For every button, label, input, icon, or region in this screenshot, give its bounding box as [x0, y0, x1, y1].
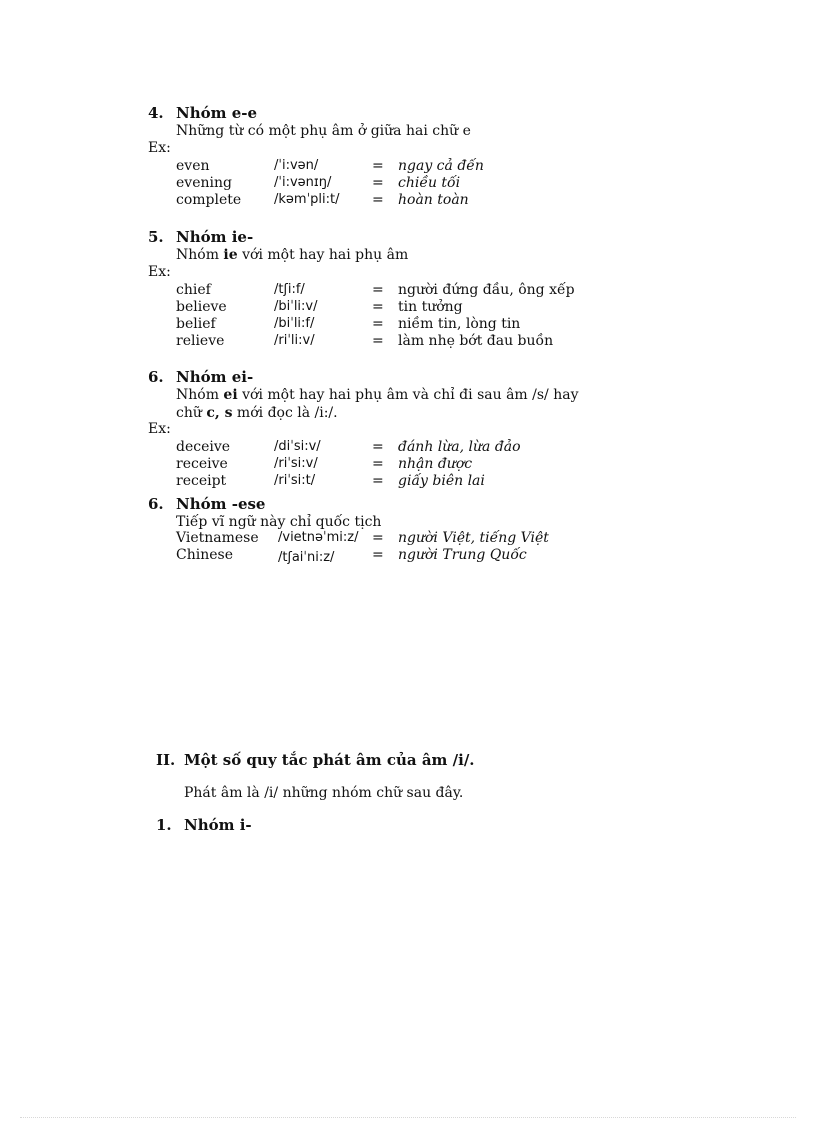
- part-number: II.: [156, 751, 176, 769]
- vocab-meaning: người Việt, tiếng Việt: [398, 530, 549, 546]
- equals-sign: =: [372, 547, 384, 563]
- vocab-word: even: [176, 158, 210, 174]
- vocab-ipa: /tʃaiˈni:z/: [278, 550, 335, 565]
- vocab-row: [176, 282, 596, 299]
- desc-text: Nhóm: [176, 247, 224, 263]
- vocab-word: relieve: [176, 333, 225, 349]
- vocab-meaning: tin tưởng: [398, 299, 463, 315]
- vocab-word: evening: [176, 175, 232, 191]
- vocab-meaning: ngay cả đến: [398, 158, 484, 174]
- vocab-ipa: /tʃi:f/: [274, 282, 305, 297]
- vocab-row: [176, 456, 596, 473]
- section-number: 4.: [148, 104, 164, 122]
- vocab-word: chief: [176, 282, 211, 298]
- section-heading: [148, 495, 265, 513]
- section-description: [176, 404, 338, 422]
- part-intro: Phát âm là /i/ những nhóm chữ sau đây.: [184, 785, 464, 801]
- vocab-row: [176, 299, 596, 316]
- page-bottom-border: [20, 1117, 796, 1118]
- equals-sign: =: [372, 439, 384, 455]
- desc-text: với một hay hai phụ âm và chỉ đi sau âm /s/ hay: [237, 387, 579, 403]
- vocab-meaning: người Trung Quốc: [398, 547, 527, 563]
- section-number: 6.: [148, 495, 164, 513]
- vocab-word: complete: [176, 192, 242, 208]
- section-number: 5.: [148, 228, 164, 246]
- vocab-row: [176, 158, 596, 175]
- part-title: Một số quy tắc phát âm của âm /i/.: [184, 751, 475, 769]
- section-title: Nhóm ei-: [176, 368, 254, 386]
- vocab-word: deceive: [176, 439, 231, 455]
- section-heading: [148, 104, 257, 122]
- vocab-meaning: đánh lừa, lừa đảo: [398, 439, 521, 455]
- desc-text: mới đọc là /i:/.: [232, 405, 338, 421]
- vocab-word: receipt: [176, 473, 227, 489]
- subsection-heading: [156, 816, 252, 834]
- section-number: 6.: [148, 368, 164, 386]
- vocab-meaning: nhận được: [398, 456, 473, 472]
- vocab-ipa: /diˈsi:v/: [274, 439, 321, 454]
- section-description: Tiếp vĩ ngữ này chỉ quốc tịch: [176, 514, 382, 530]
- vocab-row: [176, 175, 596, 192]
- equals-sign: =: [372, 282, 384, 298]
- vocab-meaning: hoàn toàn: [398, 192, 469, 208]
- equals-sign: =: [372, 333, 384, 349]
- section-description: Những từ có một phụ âm ở giữa hai chữ e: [176, 123, 471, 139]
- vocab-ipa: /riˈli:v/: [274, 333, 315, 348]
- subsection-title: Nhóm i-: [184, 816, 252, 834]
- vocab-ipa: /kəmˈpli:t/: [274, 192, 340, 207]
- section-description: [176, 386, 578, 404]
- section-title: Nhóm ie-: [176, 228, 254, 246]
- example-label: Ex:: [148, 421, 171, 437]
- subsection-number: 1.: [156, 816, 172, 834]
- part-heading: [156, 751, 475, 769]
- equals-sign: =: [372, 530, 384, 546]
- vocab-meaning: niềm tin, lòng tin: [398, 316, 521, 332]
- equals-sign: =: [372, 456, 384, 472]
- vocab-word: believe: [176, 299, 227, 315]
- section-title: Nhóm -ese: [176, 495, 266, 513]
- vocab-word: Vietnamese: [176, 530, 259, 546]
- example-label: Ex:: [148, 264, 171, 280]
- equals-sign: =: [372, 175, 384, 191]
- vocab-row: [176, 547, 616, 564]
- vocab-meaning: người đứng đầu, ông xếp: [398, 282, 575, 298]
- vocab-word: Chinese: [176, 547, 233, 563]
- vocab-ipa: /vietnəˈmi:z/: [278, 530, 359, 545]
- vocab-ipa: /biˈli:f/: [274, 316, 315, 331]
- equals-sign: =: [372, 473, 384, 489]
- vocab-ipa: /riˈsi:t/: [274, 473, 316, 488]
- example-label: Ex:: [148, 140, 171, 156]
- vocab-meaning: chiều tối: [398, 175, 461, 191]
- vocab-row: [176, 439, 596, 456]
- section-title: Nhóm e-e: [176, 104, 258, 122]
- desc-text: Nhóm: [176, 387, 224, 403]
- vocab-row: [176, 316, 596, 333]
- desc-bold: ei: [223, 387, 238, 403]
- section-heading: [148, 368, 253, 386]
- section-description: [176, 246, 408, 264]
- desc-bold: c, s: [206, 405, 233, 421]
- vocab-word: receive: [176, 456, 228, 472]
- vocab-ipa: /riˈsi:v/: [274, 456, 318, 471]
- vocab-word: belief: [176, 316, 216, 332]
- vocab-row: [176, 473, 596, 490]
- vocab-row: [176, 530, 616, 547]
- desc-bold: ie: [223, 247, 238, 263]
- equals-sign: =: [372, 316, 384, 332]
- equals-sign: =: [372, 299, 384, 315]
- desc-text: chữ: [176, 405, 207, 421]
- section-heading: [148, 228, 253, 246]
- vocab-row: [176, 192, 596, 209]
- equals-sign: =: [372, 192, 384, 208]
- vocab-row: [176, 333, 596, 350]
- vocab-meaning: làm nhẹ bớt đau buồn: [398, 333, 554, 349]
- vocab-ipa: /ˈi:vənɪŋ/: [274, 175, 332, 190]
- vocab-ipa: /biˈli:v/: [274, 299, 318, 314]
- equals-sign: =: [372, 158, 384, 174]
- desc-text: với một hay hai phụ âm: [237, 247, 409, 263]
- vocab-ipa: /ˈi:vən/: [274, 158, 319, 173]
- vocab-meaning: giấy biên lai: [398, 473, 485, 489]
